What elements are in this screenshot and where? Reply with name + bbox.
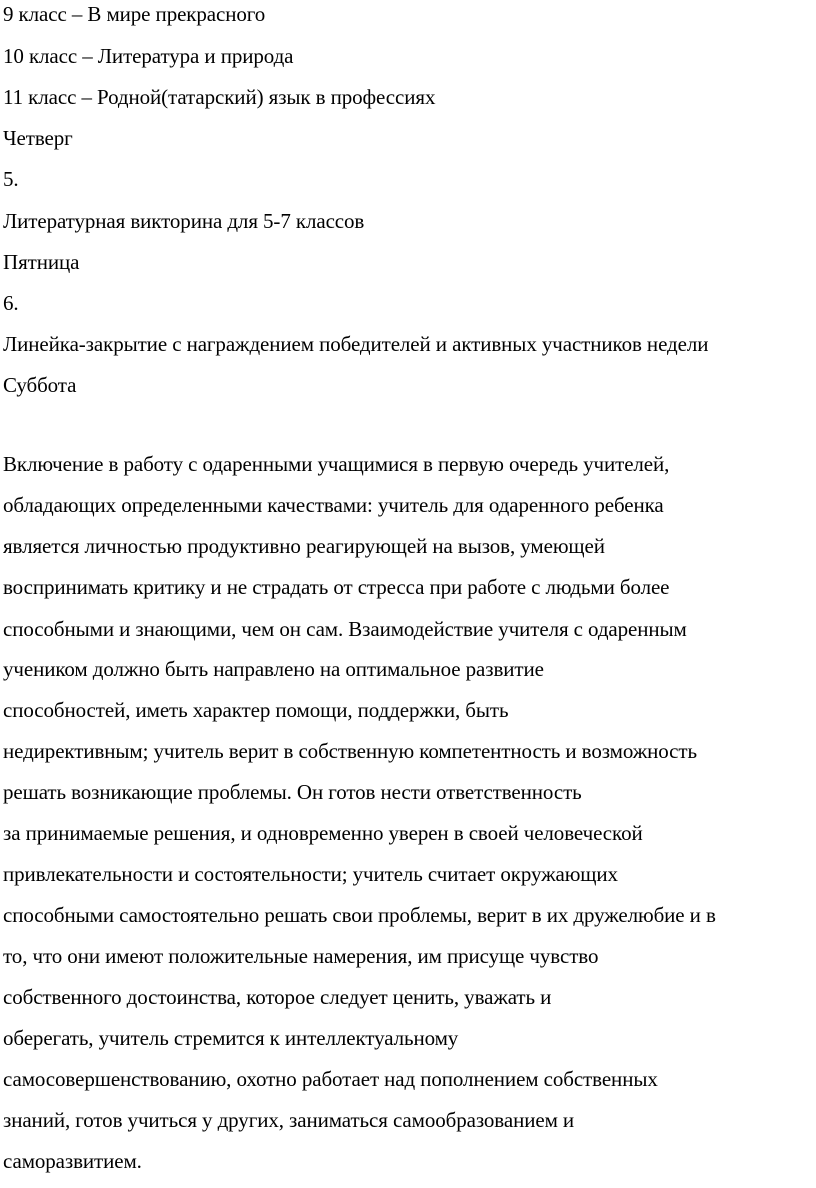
paragraph-line: то, что они имеют положительные намерения, им присуще чувство [3,944,599,968]
paragraph-line: решать возникающие проблемы. Он готов нести ответственность [3,780,582,804]
paragraph-line: собственного достоинства, которое следует ценить, уважать и [3,985,552,1009]
paragraph-line: недирективным; учитель верит в собственную компетентность и возможность [3,739,697,763]
schedule-event-quiz: Литературная викторина для 5-7 классов [3,209,365,233]
paragraph-line: способными самостоятельно решать свои проблемы, верит в их дружелюбие и в [3,903,716,927]
paragraph-line: оберегать, учитель стремится к интеллектуальному [3,1026,459,1050]
schedule-day-thursday: Четверг [3,126,73,150]
schedule-grade-9: 9 класс – В мире прекрасного [3,2,266,26]
paragraph-line: способностей, иметь характер помощи, поддержки, быть [3,698,509,722]
paragraph-line: саморазвитием. [3,1149,142,1173]
schedule-day-saturday: Суббота [3,373,77,397]
schedule-grade-11: 11 класс – Родной(татарский) язык в профессиях [3,85,436,109]
paragraph-line: за принимаемые решения, и одновременно уверен в своей человеческой [3,821,643,845]
paragraph-line: Включение в работу с одаренными учащимися в первую очередь учителей, [3,452,670,476]
paragraph-line: является личностью продуктивно реагирующей на вызов, умеющей [3,534,605,558]
paragraph-line: обладающих определенными качествами: учитель для одаренного ребенка [3,493,664,517]
paragraph-line: воспринимать критику и не страдать от стресса при работе с людьми более [3,575,670,599]
paragraph-line: способными и знающими, чем он сам. Взаимодействие учителя с одаренным [3,617,687,641]
paragraph-line: знаний, готов учиться у других, заниматься самообразованием и [3,1108,575,1132]
paragraph-line: учеником должно быть направлено на оптимальное развитие [3,657,544,681]
schedule-day-friday: Пятница [3,250,80,274]
schedule-number-5: 5. [3,167,19,191]
schedule-event-closing: Линейка-закрытие с награждением победителей и активных участников недели [3,332,709,356]
paragraph-line: привлекательности и состоятельности; учитель считает окружающих [3,862,618,886]
schedule-number-6: 6. [3,291,19,315]
paragraph-line: самосовершенствованию, охотно работает над пополнением собственных [3,1067,658,1091]
schedule-grade-10: 10 класс – Литература и природа [3,44,294,68]
